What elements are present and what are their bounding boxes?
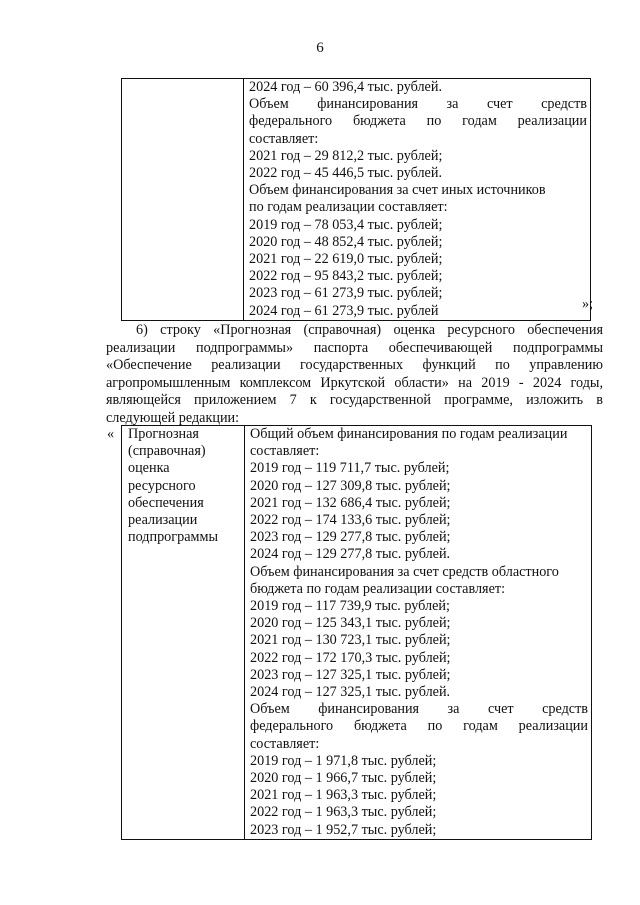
funding-text-line: Общий объем финансирования по годам реализации bbox=[250, 426, 568, 442]
paragraph-line: агропромышленным комплексом Иркутской области» на 2019 - 2024 годы, bbox=[106, 374, 603, 391]
top-table-text-line: Объем финансирования за счет иных источников bbox=[249, 182, 546, 199]
row-label-line: реализации bbox=[128, 512, 198, 529]
funding-text-line: Объем финансирования за счет средств bbox=[250, 701, 588, 718]
funding-text-line: бюджета по годам реализации составляет: bbox=[250, 580, 506, 597]
paragraph-line: реализации подпрограммы» паспорта обеспечивающей подпрограммы bbox=[106, 339, 603, 356]
funding-text-line: 2020 год – 125 343,1 тыс. рублей; bbox=[250, 615, 451, 632]
funding-text-line: 2019 год – 119 711,7 тыс. рублей; bbox=[250, 460, 450, 477]
row-label-line: обеспечения bbox=[128, 494, 204, 511]
funding-text-line: 2024 год – 129 277,8 тыс. рублей. bbox=[250, 546, 451, 563]
funding-text-line: 2023 год – 129 277,8 тыс. рублей; bbox=[250, 529, 451, 546]
top-table-right-lines bbox=[249, 79, 587, 320]
top-table-text-line: 2023 год – 61 273,9 тыс. рублей; bbox=[249, 285, 443, 302]
top-table-text-line: 2021 год – 22 619,0 тыс. рублей; bbox=[249, 251, 443, 268]
bottom-table bbox=[121, 425, 592, 840]
funding-text-line: 2021 год – 132 686,4 тыс. рублей; bbox=[250, 494, 451, 511]
page-number: 6 bbox=[316, 40, 324, 56]
top-table-text-line: 2021 год – 29 812,2 тыс. рублей; bbox=[249, 147, 443, 164]
funding-text-line: 2021 год – 130 723,1 тыс. рублей; bbox=[250, 632, 451, 649]
closing-quote: »; bbox=[582, 296, 594, 312]
row-label-line: ресурсного bbox=[128, 477, 196, 494]
top-table-text-line: 2024 год – 60 396,4 тыс. рублей. bbox=[249, 79, 442, 95]
funding-text-line: Объем финансирования за счет средств областного bbox=[250, 563, 559, 580]
bottom-table-right-cell bbox=[245, 426, 592, 840]
funding-text-line: 2020 год – 127 309,8 тыс. рублей; bbox=[250, 477, 451, 494]
paragraph-line: следующей редакции: bbox=[106, 409, 240, 426]
funding-text-line: 2022 год – 172 170,3 тыс. рублей; bbox=[250, 649, 451, 666]
paragraph-line: 6) строку «Прогнозная (справочная) оценка ресурсного обеспечения bbox=[136, 322, 603, 338]
row-label-line: (справочная) bbox=[128, 443, 206, 460]
top-table-text-line: 2024 год – 61 273,9 тыс. рублей bbox=[249, 302, 439, 319]
top-table-text-line: 2020 год – 48 852,4 тыс. рублей; bbox=[249, 233, 443, 250]
top-table bbox=[121, 78, 594, 321]
funding-text-line: 2019 год – 117 739,9 тыс. рублей; bbox=[250, 598, 450, 615]
amendment-paragraph bbox=[106, 322, 603, 428]
funding-text-line: федерального бюджета по годам реализации bbox=[250, 718, 588, 735]
row-label-line: оценка bbox=[128, 460, 170, 477]
funding-text-line: 2024 год – 127 325,1 тыс. рублей. bbox=[250, 684, 451, 701]
top-table-right-cell bbox=[244, 79, 594, 321]
paragraph-line: «Обеспечение реализации государственных функций по управлению bbox=[106, 357, 603, 374]
row-label-line: подпрограммы bbox=[128, 529, 218, 546]
funding-text-line: 2019 год – 1 971,8 тыс. рублей; bbox=[250, 752, 437, 769]
row-label-line: Прогнозная bbox=[128, 426, 199, 442]
opening-quote: « bbox=[107, 426, 115, 442]
top-table-text-line: по годам реализации составляет: bbox=[249, 199, 448, 216]
top-table-text-line: составляет: bbox=[249, 130, 319, 147]
top-table-text-line: Объем финансирования за счет средств bbox=[249, 96, 587, 113]
funding-text-line: 2021 год – 1 963,3 тыс. рублей; bbox=[250, 787, 437, 804]
paragraph-line: являющейся приложением 7 к государственной программе, изложить в bbox=[106, 392, 603, 409]
funding-text-line: 2023 год – 127 325,1 тыс. рублей; bbox=[250, 666, 451, 683]
row-label-lines bbox=[128, 426, 240, 546]
funding-text-line: 2020 год – 1 966,7 тыс. рублей; bbox=[250, 770, 437, 787]
top-table-text-line: федерального бюджета по годам реализации bbox=[249, 113, 587, 130]
top-table-left-cell bbox=[122, 79, 244, 321]
funding-text-line: 2023 год – 1 952,7 тыс. рублей; bbox=[250, 821, 437, 838]
top-table-text-line: 2019 год – 78 053,4 тыс. рублей; bbox=[249, 216, 443, 233]
funding-text-line: составляет: bbox=[250, 443, 320, 460]
top-table-text-line: 2022 год – 95 843,2 тыс. рублей; bbox=[249, 268, 443, 285]
bottom-table-left-cell bbox=[122, 426, 245, 840]
funding-text-line: составляет: bbox=[250, 735, 320, 752]
bottom-table-right-lines bbox=[250, 426, 588, 839]
funding-text-line: 2022 год – 174 133,6 тыс. рублей; bbox=[250, 512, 451, 529]
top-table-text-line: 2022 год – 45 446,5 тыс. рублей. bbox=[249, 165, 442, 182]
funding-text-line: 2022 год – 1 963,3 тыс. рублей; bbox=[250, 804, 437, 821]
